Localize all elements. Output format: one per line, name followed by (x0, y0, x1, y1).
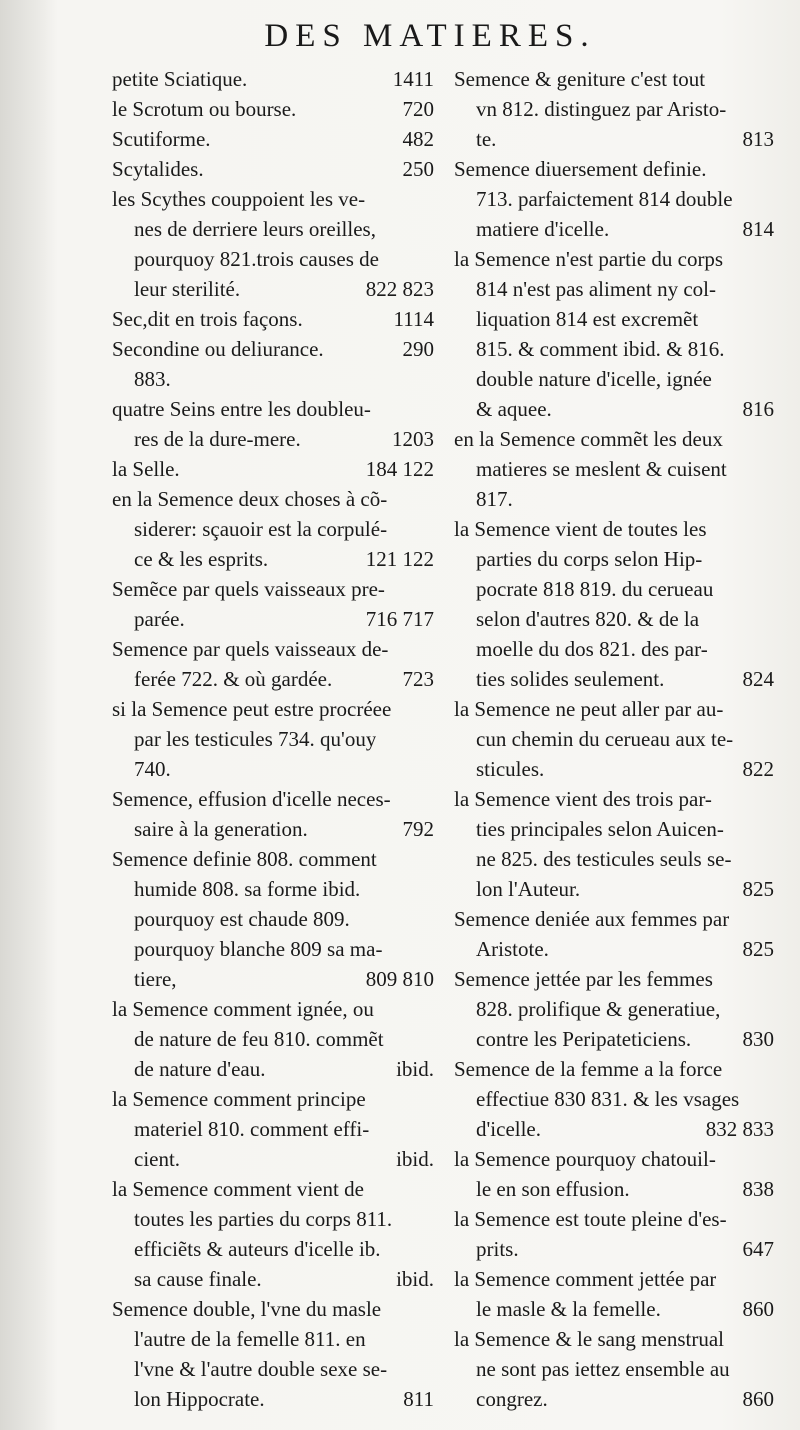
right-column (454, 64, 774, 1414)
index-line (112, 1384, 434, 1414)
index-page-number: 1203 (392, 427, 434, 451)
index-entry-text: 814 n'est pas aliment ny col- (476, 277, 716, 301)
index-entry-text: res de la dure-mere. (134, 427, 301, 451)
index-entry-text: la Semence ne peut aller par au- (454, 697, 724, 721)
index-entry-text: en la Semence commẽt les deux (454, 427, 723, 451)
index-entry-text: pourquoy est chaude 809. (134, 907, 350, 931)
index-line (454, 994, 774, 1024)
index-page-number (768, 1204, 774, 1234)
index-entry-text: Semence deniée aux femmes par (454, 907, 730, 931)
index-entry-text: en la Semence deux choses à cõ- (112, 487, 388, 511)
index-line (454, 1354, 774, 1384)
index-entry-text: Semence diuersement definie. (454, 157, 707, 181)
index-page-number (768, 574, 774, 604)
index-page-number (428, 1204, 434, 1234)
index-page-number (428, 1324, 434, 1354)
index-line (454, 934, 774, 964)
index-entry-text: toutes les parties du corps 811. (134, 1207, 393, 1231)
index-page-number (768, 244, 774, 274)
index-entry-text: selon d'autres 820. & de la (476, 607, 700, 631)
index-line (112, 334, 434, 364)
index-entry-text: double nature d'icelle, ignée (476, 367, 712, 391)
index-page-number (768, 184, 774, 214)
page-gutter (0, 0, 58, 1430)
index-entry-text: ne 825. des testicules seuls se- (476, 847, 732, 871)
index-entry-text: ties solides seulement. (476, 667, 665, 691)
index-entry-text: moelle du dos 821. des par- (476, 637, 708, 661)
index-page-number (428, 874, 434, 904)
index-entry-text: 828. prolifique & generatiue, (476, 997, 721, 1021)
index-line (454, 394, 774, 424)
index-line (112, 964, 434, 994)
index-entry-text: nes de derriere leurs oreilles, (134, 217, 376, 241)
index-line (112, 904, 434, 934)
index-entry-text: la Semence comment jettée par (454, 1267, 717, 1291)
index-page-number (768, 544, 774, 574)
index-entry-text: Semence par quels vaisseaux de- (112, 637, 389, 661)
index-page-number (768, 1354, 774, 1384)
index-line (454, 64, 774, 94)
index-entry-text: efficiẽts & auteurs d'icelle ib. (134, 1237, 381, 1261)
index-line (112, 574, 434, 604)
index-page-number (428, 214, 434, 244)
index-entry-text: te. (476, 127, 497, 151)
index-line (112, 64, 434, 94)
index-line (454, 214, 774, 244)
index-entry-text: la Selle. (112, 457, 180, 481)
index-entry-text: petite Sciatique. (112, 67, 248, 91)
index-entry-text: ce & les esprits. (134, 547, 269, 571)
index-line (112, 694, 434, 724)
index-page-number (428, 754, 434, 784)
index-page-number (768, 964, 774, 994)
index-line (112, 154, 434, 184)
index-entry-text: cun chemin du cerueau aux te- (476, 727, 734, 751)
index-line (112, 424, 434, 454)
index-line (112, 274, 434, 304)
index-line (112, 544, 434, 574)
index-entry-text: effectiue 830 831. & les vsages (476, 1087, 740, 1111)
index-page-number: 860 (742, 1387, 774, 1411)
index-page-number (768, 1144, 774, 1174)
index-page-number (428, 934, 434, 964)
index-line (112, 874, 434, 904)
index-entry-text: de nature de feu 810. commẽt (134, 1027, 384, 1051)
index-entry-text: tiere, (134, 967, 177, 991)
index-page-number: 825 (742, 877, 774, 901)
index-line (454, 1204, 774, 1234)
index-page-number (768, 844, 774, 874)
index-page-number (768, 814, 774, 844)
index-page-number (768, 64, 774, 94)
index-page-number (768, 454, 774, 484)
index-line (112, 1114, 434, 1144)
index-line (454, 574, 774, 604)
index-entry-text: 740. (134, 757, 171, 781)
index-entry-text: sa cause finale. (134, 1267, 262, 1291)
index-line (454, 454, 774, 484)
index-page-number: 184 122 (365, 457, 434, 481)
index-page-number (768, 1324, 774, 1354)
index-page-number (428, 994, 434, 1024)
index-line (112, 1354, 434, 1384)
index-entry-text: Secondine ou deliurance. (112, 337, 324, 361)
index-page-number (768, 514, 774, 544)
index-page-number (428, 514, 434, 544)
index-entry-text: prits. (476, 1237, 519, 1261)
index-page-number: 482 (402, 127, 434, 151)
index-page-number (428, 694, 434, 724)
index-line (112, 754, 434, 784)
index-page-number (428, 634, 434, 664)
index-page-number (768, 1264, 774, 1294)
index-page-number: 832 833 (705, 1117, 774, 1141)
index-page-number (428, 184, 434, 214)
index-entry-text: la Semence n'est partie du corps (454, 247, 724, 271)
index-line (112, 1234, 434, 1264)
index-entry-text: 817. (476, 487, 513, 511)
index-entry-text: sticules. (476, 757, 545, 781)
index-entry-text: liquation 814 est excremẽt (476, 307, 699, 331)
index-page-number (768, 694, 774, 724)
index-line (454, 784, 774, 814)
index-page-number: 813 (742, 127, 774, 151)
index-line (454, 1384, 774, 1414)
index-line (112, 1174, 434, 1204)
index-line (454, 964, 774, 994)
index-entry-text: Scutiforme. (112, 127, 211, 151)
index-entry-text: contre les Peripateticiens. (476, 1027, 692, 1051)
index-entry-text: leur sterilité. (134, 277, 241, 301)
index-page-number (428, 574, 434, 604)
index-line (454, 604, 774, 634)
index-entry-text: la Semence pourquoy chatouil- (454, 1147, 716, 1171)
index-entry-text: quatre Seins entre les doubleu- (112, 397, 371, 421)
index-entry-text: le masle & la femelle. (476, 1297, 661, 1321)
index-entry-text: parée. (134, 607, 185, 631)
index-entry-text: la Semence comment ignée, ou (112, 997, 374, 1021)
index-page-number (768, 994, 774, 1024)
index-page-number: 822 (742, 757, 774, 781)
index-line (454, 844, 774, 874)
index-entry-text: lon Hippocrate. (134, 1387, 265, 1411)
left-column (112, 64, 434, 1414)
index-entry-text: parties du corps selon Hip- (476, 547, 703, 571)
index-entry-text: humide 808. sa forme ibid. (134, 877, 361, 901)
index-line (112, 514, 434, 544)
index-page-number (428, 904, 434, 934)
index-line (112, 844, 434, 874)
index-line (454, 244, 774, 274)
index-line (454, 274, 774, 304)
index-line (454, 874, 774, 904)
index-page-number (768, 334, 774, 364)
index-line (112, 454, 434, 484)
index-entry-text: cient. (134, 1147, 181, 1171)
index-page-number (768, 634, 774, 664)
index-page-number (428, 244, 434, 274)
index-entry-text: Semence double, l'vne du masle (112, 1297, 382, 1321)
index-entry-text: 815. & comment ibid. & 816. (476, 337, 725, 361)
index-line (454, 1054, 774, 1084)
index-line (454, 1174, 774, 1204)
index-page-number (428, 1114, 434, 1144)
index-line (112, 364, 434, 394)
index-page-number (768, 274, 774, 304)
index-entry-text: la Semence vient des trois par- (454, 787, 712, 811)
index-page-number: 716 717 (365, 607, 434, 631)
index-line (112, 304, 434, 334)
index-entry-text: pourquoy 821.trois causes de (134, 247, 379, 271)
index-entry-text: le en son effusion. (476, 1177, 630, 1201)
index-page-number: ibid. (396, 1267, 434, 1291)
index-page-number (428, 1174, 434, 1204)
index-page-number (428, 1234, 434, 1264)
index-line (454, 1114, 774, 1144)
index-line (454, 364, 774, 394)
index-entry-text: lon l'Auteur. (476, 877, 581, 901)
index-page-number: 121 122 (365, 547, 434, 571)
index-entry-text: vn 812. distinguez par Aristo- (476, 97, 727, 121)
index-page-number (768, 364, 774, 394)
index-page-number (768, 784, 774, 814)
index-line (454, 814, 774, 844)
index-line (112, 1264, 434, 1294)
index-entry-text: la Semence comment principe (112, 1087, 366, 1111)
index-line (112, 994, 434, 1024)
index-entry-text: Semence, effusion d'icelle neces- (112, 787, 391, 811)
index-entry-text: ne sont pas iettez ensemble au (476, 1357, 730, 1381)
index-entry-text: pocrate 818 819. du cerueau (476, 577, 714, 601)
index-entry-text: materiel 810. comment effi- (134, 1117, 370, 1141)
index-entry-text: ties principales selon Auicen- (476, 817, 724, 841)
index-entry-text: matieres se meslent & cuisent (476, 457, 727, 481)
index-entry-text: les Scythes couppoient les ve- (112, 187, 366, 211)
index-page-number: 838 (742, 1177, 774, 1201)
index-page-number (768, 154, 774, 184)
index-page-number (428, 844, 434, 874)
index-page-number: 792 (402, 817, 434, 841)
index-page-number (768, 604, 774, 634)
index-page-number: 809 810 (365, 967, 434, 991)
index-line (112, 1054, 434, 1084)
index-entry-text: matiere d'icelle. (476, 217, 610, 241)
index-page-number (768, 484, 774, 514)
index-line (112, 124, 434, 154)
index-page-number: 647 (742, 1237, 774, 1261)
index-entry-text: la Semence & le sang menstrual (454, 1327, 724, 1351)
index-page-number: 290 (402, 337, 434, 361)
index-entry-text: Semẽce par quels vaisseaux pre- (112, 577, 385, 601)
index-entry-text: l'autre de la femelle 811. en (134, 1327, 366, 1351)
index-page-number: 250 (402, 157, 434, 181)
index-page-number (768, 1084, 774, 1114)
index-line (112, 604, 434, 634)
index-line (454, 724, 774, 754)
index-entry-text: Aristote. (476, 937, 549, 961)
index-entry-text: la Semence est toute pleine d'es- (454, 1207, 727, 1231)
index-line (454, 634, 774, 664)
index-entry-text: Semence definie 808. comment (112, 847, 377, 871)
index-page-number: 811 (403, 1387, 434, 1411)
index-line (454, 694, 774, 724)
index-line (112, 664, 434, 694)
index-line (454, 424, 774, 454)
index-line (112, 634, 434, 664)
index-line (112, 1324, 434, 1354)
index-entry-text: d'icelle. (476, 1117, 541, 1141)
index-entry-text: Sec,dit en trois façons. (112, 307, 303, 331)
index-page-number: 822 823 (365, 277, 434, 301)
index-entry-text: Semence de la femme a la force (454, 1057, 723, 1081)
index-page-number: 830 (742, 1027, 774, 1051)
index-line (112, 724, 434, 754)
index-line (112, 1204, 434, 1234)
index-entry-text: le Scrotum ou bourse. (112, 97, 297, 121)
index-page-number: 1114 (393, 307, 434, 331)
index-page-number (428, 1084, 434, 1114)
index-page-number (768, 424, 774, 454)
index-line (454, 1084, 774, 1114)
index-page-number (428, 364, 434, 394)
index-page-number (428, 394, 434, 424)
index-entry-text: 713. parfaictement 814 double (476, 187, 733, 211)
index-page-number (428, 1354, 434, 1384)
index-entry-text: congrez. (476, 1387, 548, 1411)
index-line (454, 154, 774, 184)
index-line (454, 124, 774, 154)
index-entry-text: saire à la generation. (134, 817, 308, 841)
index-page-number: 814 (742, 217, 774, 241)
index-line (454, 1144, 774, 1174)
index-entry-text: de nature d'eau. (134, 1057, 266, 1081)
index-line (112, 484, 434, 514)
index-page-number: 824 (742, 667, 774, 691)
index-page-number: 1411 (392, 67, 434, 91)
index-line (112, 1144, 434, 1174)
index-entry-text: l'vne & l'autre double sexe se- (134, 1357, 388, 1381)
index-line (112, 184, 434, 214)
index-page-number (428, 1294, 434, 1324)
index-line (112, 1294, 434, 1324)
index-line (112, 814, 434, 844)
index-line (454, 1234, 774, 1264)
index-line (112, 934, 434, 964)
index-page-number: ibid. (396, 1057, 434, 1081)
index-line (112, 394, 434, 424)
index-entry-text: la Semence vient de toutes les (454, 517, 707, 541)
index-page-number: 825 (742, 937, 774, 961)
index-page-number (768, 724, 774, 754)
index-entry-text: si la Semence peut estre procréee (112, 697, 392, 721)
index-entry-text: & aquee. (476, 397, 552, 421)
index-page-number (768, 1054, 774, 1084)
index-line (112, 244, 434, 274)
index-line (454, 1324, 774, 1354)
index-line (454, 484, 774, 514)
index-line (454, 184, 774, 214)
index-entry-text: Scytalides. (112, 157, 204, 181)
index-line (454, 544, 774, 574)
index-page-number (768, 904, 774, 934)
index-line (454, 1294, 774, 1324)
index-page-number: ibid. (396, 1147, 434, 1171)
index-entry-text: la Semence comment vient de (112, 1177, 364, 1201)
index-page-number (428, 724, 434, 754)
index-page-number: 720 (402, 97, 434, 121)
index-line (454, 904, 774, 934)
index-line (454, 334, 774, 364)
index-line (112, 784, 434, 814)
index-page-number (428, 784, 434, 814)
index-page-number: 723 (402, 667, 434, 691)
index-line (454, 304, 774, 334)
index-entry-text: pourquoy blanche 809 sa ma- (134, 937, 383, 961)
index-line (454, 664, 774, 694)
index-page-number (768, 94, 774, 124)
index-page-number: 816 (742, 397, 774, 421)
index-line (454, 94, 774, 124)
index-entry-text: 883. (134, 367, 171, 391)
index-page-number (428, 484, 434, 514)
index-entry-text: ferée 722. & où gardée. (134, 667, 333, 691)
index-line (112, 1084, 434, 1114)
index-page-number (428, 1024, 434, 1054)
index-entry-text: Semence jettée par les femmes (454, 967, 713, 991)
index-entry-text: par les testicules 734. qu'ouy (134, 727, 377, 751)
index-page-number (768, 304, 774, 334)
index-line (112, 94, 434, 124)
index-line (112, 214, 434, 244)
index-line (112, 1024, 434, 1054)
index-entry-text: Semence & geniture c'est tout (454, 67, 706, 91)
running-head: DES MATIERES. (264, 18, 596, 54)
index-line (454, 1024, 774, 1054)
index-entry-text: siderer: sçauoir est la corpulé- (134, 517, 388, 541)
index-line (454, 1264, 774, 1294)
index-line (454, 754, 774, 784)
index-line (454, 514, 774, 544)
index-page-number: 860 (742, 1297, 774, 1321)
